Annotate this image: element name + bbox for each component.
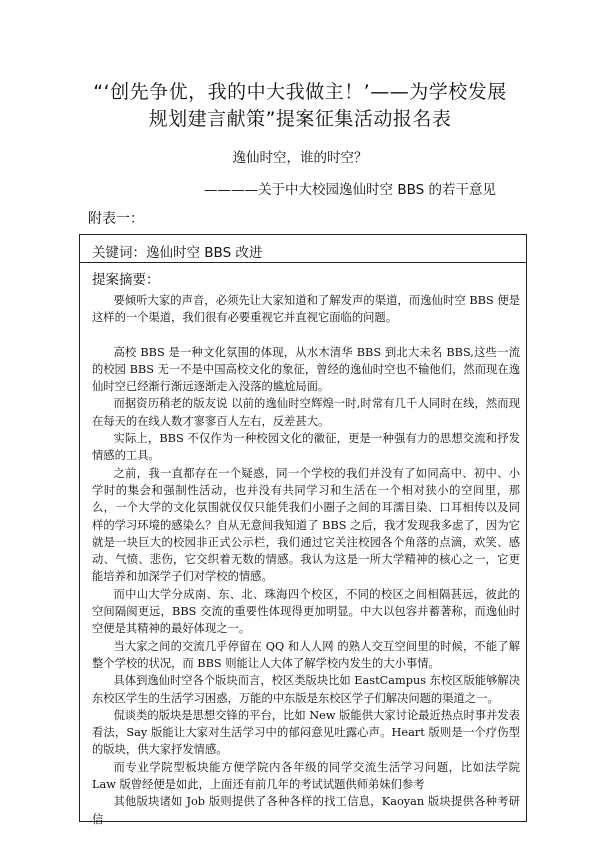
paragraph: 实际上，BBS 不仅作为一种校园文化的徽征，更是一种强有力的思想交流和抒发情感的工具。 — [92, 432, 520, 463]
paragraph: 而中山大学分成南、东、北、珠海四个校区，不同的校区之间相隔甚远，彼此的空间隔阂更远，BBS 交流的重要性体现得更加明显。中大以包容并蓄著称，而逸仙时空便是其精神的最好体现之一。 — [92, 587, 520, 636]
proposal-subtitle: 逸仙时空，谁的时空？ — [232, 150, 368, 166]
form-title-line-2: 规划建言献策”提案征集活动报名表 — [148, 108, 452, 130]
paragraph: 之前，我一直都存在一个疑惑，同一个学校的我们并没有了如同高中、初中、小学时的集会和强制性活动，也并没有共同学习和生活在一个相对狭小的空间里，那么，一个大学的文化氛围就仅仅只能凭我们小圈子之间的耳濡目染、口耳相传以及同样的学习环境的感染么？自从无意间我知道了 BBS 之后，我才发现我多虑了，因为它就是一块巨大的校园非正式公示栏，我们通过它关注校园各个角落的点滴，欢笑、感动、气愤、悲伤，它交织着无数的情感。我认为这是一所大学精神的核心之一，它更能培养和加深学子们对学校的情感。 — [92, 466, 520, 584]
paragraph: 而据资历稍老的版友说 以前的逸仙时空辉煌一时,时常有几千人同时在线，然而现在每天的在线人数才寥寥百人左右，反差甚大。 — [92, 397, 520, 428]
abstract-body — [92, 292, 520, 828]
keywords-text: 关键词：逸仙时空 BBS 改进 — [92, 245, 263, 261]
paragraph: 当大家之间的交流几乎停留在 QQ 和人人网 的熟人交互空间里的时候，不能了解整个学校的状况，而 BBS 则能让人大体了解学校内发生的大小事情。 — [92, 639, 520, 670]
paragraph: 要倾听大家的声音，必须先让大家知道和了解发声的渠道，而逸仙时空 BBS 便是这样的一个渠道，我们很有必要重视它并直视它面临的问题。 — [92, 294, 520, 325]
paragraph: 具体到逸仙时空各个版块而言，校区类版块比如 EastCampus 东校区版能够解决东校区学生的生活学习困惑，万能的中东版是东校区学子们解决问题的渠道之一。 — [92, 674, 520, 705]
annex-label: 附表一： — [88, 211, 144, 227]
paragraph: 侃谈类的版块是思想交锋的平台，比如 New 版能供大家讨论最近热点时事并发表看法，Say 版能让大家对生活学习中的郁闷意见吐露心声。Heart 版则是一个疗伤型的版块，供大家抒发情感。 — [92, 708, 520, 757]
keywords-cell — [79, 234, 527, 263]
paragraph: 高校 BBS 是一种文化氛围的体现，从水木清华 BBS 到北大未名 BBS,这些一流的校园 BBS 无一不是中国高校文化的象征，曾经的逸仙时空也不输他们，然而现在逸仙时空已经渐行渐远逐渐走入没落的尴尬局面。 — [92, 345, 520, 394]
form-title-line-1: “‘创先争优，我的中大我做主！’——为学校发展 — [93, 81, 507, 103]
abstract-cell — [79, 261, 527, 826]
paragraph: 其他版块诸如 Job 版则提供了各种各样的找工信息，Kaoyan 版块提供各种考研信 — [92, 795, 520, 826]
proposal-subtitle-secondary: ————关于中大校园逸仙时空 BBS 的若干意见 — [204, 182, 496, 198]
paragraph: 而专业学院型板块能方便学院内各年级的同学交流生活学习问题，比如法学院 Law 版曾经便是如此，上面还有前几年的考试试题供师弟妹们参考 — [92, 760, 520, 792]
abstract-heading: 提案摘要： — [92, 272, 160, 288]
